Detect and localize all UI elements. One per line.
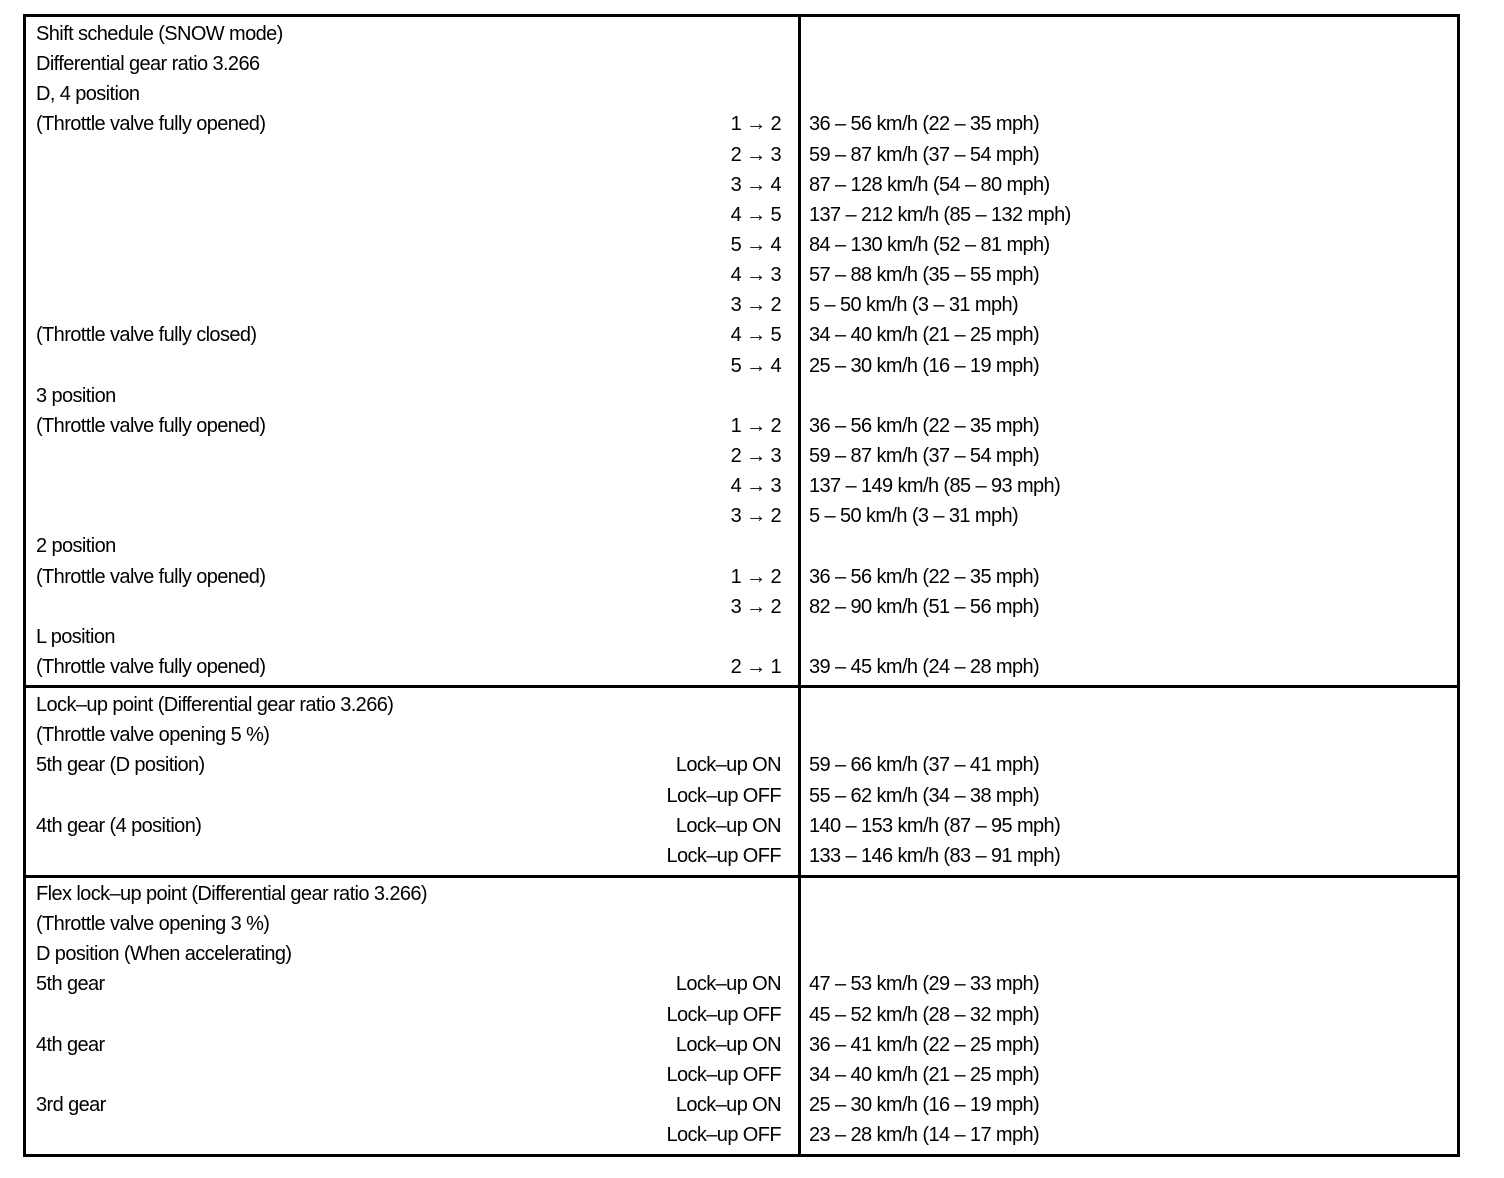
table-row [26,1090,1457,1120]
table-row [26,592,1457,622]
speed-value: 25 – 30 km/h (16 – 19 mph) [809,354,1040,377]
table-row [26,109,1457,139]
shift-condition: Lock–up ON [675,973,781,996]
row-label: D position (When accelerating) [36,943,292,966]
shift-schedule-section [26,17,1457,685]
spec-table [23,14,1460,1157]
table-row [26,690,1457,720]
shift-condition: 2 → 3 [730,143,781,166]
speed-value: 34 – 40 km/h (21 – 25 mph) [809,324,1040,347]
speed-value: 55 – 62 km/h (34 – 38 mph) [809,784,1040,807]
speed-value: 57 – 88 km/h (35 – 55 mph) [809,264,1040,287]
table-row [26,1030,1457,1060]
table-row [26,140,1457,170]
shift-condition: Lock–up ON [675,814,781,837]
row-label: Differential gear ratio 3.266 [36,53,260,76]
table-row [26,1120,1457,1150]
shift-condition: Lock–up OFF [666,1063,781,1086]
row-label: 5th gear (D position) [36,754,205,777]
table-row [26,441,1457,471]
row-label: D, 4 position [36,83,140,106]
table-row [26,622,1457,652]
table-row [26,49,1457,79]
table-row [26,562,1457,592]
table-row [26,531,1457,561]
shift-condition: 1 → 2 [730,113,781,136]
speed-value: 87 – 128 km/h (54 – 80 mph) [809,173,1050,196]
speed-value: 5 – 50 km/h (3 – 31 mph) [809,505,1019,528]
table-row [26,841,1457,871]
row-label: (Throttle valve fully opened) [36,113,266,136]
shift-condition: 3 → 2 [730,294,781,317]
shift-condition: Lock–up OFF [666,784,781,807]
shift-condition: 5 → 4 [730,354,781,377]
table-row [26,750,1457,780]
row-label: Shift schedule (SNOW mode) [36,23,283,45]
table-row [26,969,1457,999]
shift-condition: 2 → 1 [730,655,781,678]
shift-condition: 5 → 4 [730,233,781,256]
row-label: (Throttle valve fully opened) [36,565,266,588]
table-row [26,19,1457,49]
shift-condition: 3 → 2 [730,595,781,618]
speed-value: 39 – 45 km/h (24 – 28 mph) [809,655,1040,678]
table-row [26,652,1457,682]
lockup-point-section [26,685,1457,875]
table-row [26,320,1457,350]
shift-condition: 4 → 3 [730,264,781,287]
table-row [26,260,1457,290]
table-row [26,811,1457,841]
table-row [26,1000,1457,1030]
speed-value: 84 – 130 km/h (52 – 81 mph) [809,233,1050,256]
table-row [26,781,1457,811]
row-label: 4th gear [36,1033,105,1056]
table-row [26,909,1457,939]
table-row [26,501,1457,531]
speed-value: 36 – 56 km/h (22 – 35 mph) [809,414,1040,437]
row-label: (Throttle valve fully closed) [36,324,257,347]
row-label: 3rd gear [36,1093,106,1116]
speed-value: 23 – 28 km/h (14 – 17 mph) [809,1124,1040,1147]
shift-condition: Lock–up OFF [666,844,781,867]
row-label: (Throttle valve fully opened) [36,655,266,678]
row-label: Flex lock–up point (Differential gear ratio 3.266) [36,882,427,905]
speed-value: 25 – 30 km/h (16 – 19 mph) [809,1093,1040,1116]
shift-condition: 1 → 2 [730,565,781,588]
shift-condition: Lock–up ON [675,1033,781,1056]
table-row [26,200,1457,230]
row-label: (Throttle valve opening 5 %) [36,724,270,747]
shift-condition: 4 → 5 [730,324,781,347]
table-row [26,230,1457,260]
table-row [26,411,1457,441]
table-row [26,381,1457,411]
speed-value: 59 – 66 km/h (37 – 41 mph) [809,754,1040,777]
speed-value: 5 – 50 km/h (3 – 31 mph) [809,294,1019,317]
speed-value: 36 – 56 km/h (22 – 35 mph) [809,113,1040,136]
speed-value: 140 – 153 km/h (87 – 95 mph) [809,814,1061,837]
table-row [26,290,1457,320]
speed-value: 36 – 56 km/h (22 – 35 mph) [809,565,1040,588]
shift-condition: 3 → 2 [730,505,781,528]
speed-value: 36 – 41 km/h (22 – 25 mph) [809,1033,1040,1056]
speed-value: 137 – 212 km/h (85 – 132 mph) [809,203,1071,226]
table-row [26,471,1457,501]
row-label: 4th gear (4 position) [36,814,202,837]
speed-value: 59 – 87 km/h (37 – 54 mph) [809,143,1040,166]
shift-condition: 4 → 5 [730,203,781,226]
row-label: 5th gear [36,973,105,996]
speed-value: 82 – 90 km/h (51 – 56 mph) [809,595,1040,618]
table-row [26,720,1457,750]
table-row [26,939,1457,969]
speed-value: 34 – 40 km/h (21 – 25 mph) [809,1063,1040,1086]
table-row [26,1060,1457,1090]
speed-value: 47 – 53 km/h (29 – 33 mph) [809,973,1040,996]
table-row [26,879,1457,909]
shift-condition: 2 → 3 [730,444,781,467]
row-label: Lock–up point (Differential gear ratio 3.266) [36,694,394,717]
speed-value: 59 – 87 km/h (37 – 54 mph) [809,444,1040,467]
shift-condition: 4 → 3 [730,475,781,498]
row-label: L position [36,625,115,648]
shift-condition: Lock–up ON [675,754,781,777]
shift-condition: Lock–up ON [675,1093,781,1116]
flex-lockup-point-section [26,875,1457,1154]
speed-value: 137 – 149 km/h (85 – 93 mph) [809,475,1061,498]
row-label: (Throttle valve fully opened) [36,414,266,437]
row-label: (Throttle valve opening 3 %) [36,913,270,936]
row-label: 2 position [36,535,116,558]
table-row [26,79,1457,109]
shift-condition: Lock–up OFF [666,1003,781,1026]
table-row [26,170,1457,200]
row-label: 3 position [36,384,116,407]
speed-value: 133 – 146 km/h (83 – 91 mph) [809,844,1061,867]
shift-condition: Lock–up OFF [666,1124,781,1147]
table-row [26,351,1457,381]
shift-condition: 1 → 2 [730,414,781,437]
speed-value: 45 – 52 km/h (28 – 32 mph) [809,1003,1040,1026]
shift-condition: 3 → 4 [730,173,781,196]
